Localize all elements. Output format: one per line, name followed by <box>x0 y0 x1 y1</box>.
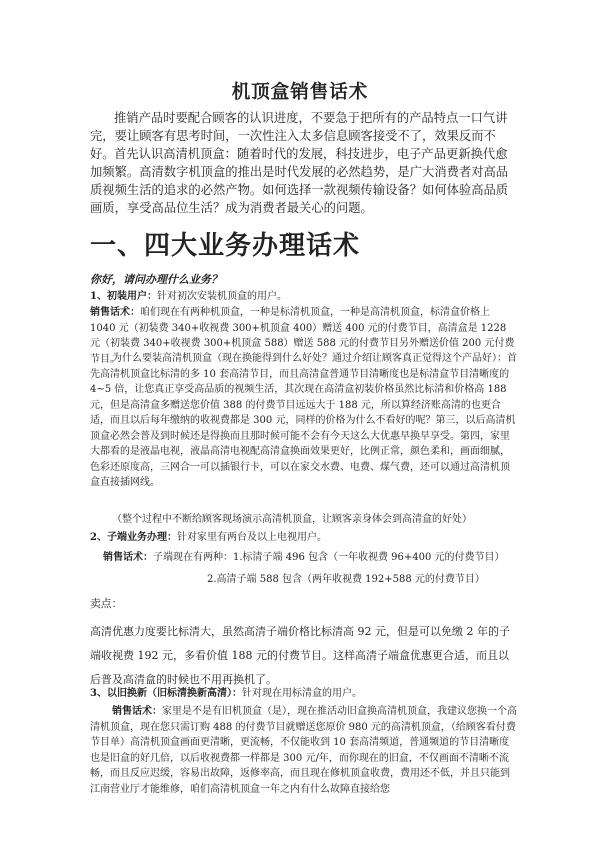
item2-script-line1 <box>103 550 518 566</box>
item1-label: 1、初装用户： <box>90 291 157 302</box>
item3-script <box>90 704 518 834</box>
item2-script-label: 销售话术： <box>103 552 153 563</box>
item1-demo-note: （整个过程中不断给顾客现场演示高清机顶盒，让顾客亲身体会到高清盒的好处） <box>112 514 472 525</box>
item3-desc: 针对现在用标清盒的用户。 <box>241 688 362 699</box>
item1-why-paragraph: 为什么要装高清机顶盒（现在换能得到什么好处？通过介绍让顾客真正觉得这个产品好）：首先高清机顶盒比标清的多 10 套高清节目，而且高清盒普通节目清晰度也是标清盒节目清晰度的 4~5 倍，让您真正享受高品质的视频生活，其次现在高清盒初装价格虽然比标清和价格高 188 元，但是高清盒多赠送您价值 388 的付费节目远远大于 188 元，所以算经济账高清的也更合适，而且以后每年缴纳的收视费都是 300 元，同样的价格为什么不看好的呢？第三，以后高清机顶盒必然会普及到时候还是得换而且那时候可能不会有今天这么大优惠早换早享受。第四，家里大都看的是液晶电视，液晶高清电视配高清盒换面效果更好，比例正常，颜色柔和，画面细腻，色彩还原度高，三网合一可以插银行卡，可以在家交水费、电费、煤气费，还可以通过高清机顶盒直接插网线。 <box>90 353 517 488</box>
item2-script-line2: 2.高清子端 588 包含（两年收视费 192+588 元的付费节目） <box>207 574 485 585</box>
item3-script-label: 销售话术： <box>112 706 162 717</box>
item2-script-text1: 子端现在有两种：1.标清子端 496 包含（一年收视费 96+400 元的付费节目） <box>153 552 505 563</box>
item1-script-text: 咱们现在有两种机顶盒，一种是标清机顶盒，一种是高清机顶盒，标清盒价格上 1040 元（初装费 340+收视费 300+机顶盒 400）赠送 400 元的付费节目，高清盒是 1228 元（初装费 340+收视费 300+机顶盒 588）赠送 588 元的付费节目另外赠送价值 200 元付费节目。 <box>90 307 515 365</box>
section-heading: 一、四大业务办理话术 <box>90 231 361 261</box>
item3-header <box>90 686 518 702</box>
item1-script-label: 销售话术： <box>90 307 140 318</box>
item2-selling-label: 卖点： <box>90 597 123 610</box>
intro-paragraph-1: 推销产品时要配合顾客的认识进度，不要急于把所有的产品特点一口气讲完，要让顾客有思考时间，一次性注入太多信息顾客接受不了，效果反而不好。 <box>90 111 508 161</box>
document-title: 机顶盒销售话术 <box>231 82 369 103</box>
item2-selling-text: 高清优惠力度要比标清大，虽然高清子端价格比标清高 92 元，但是可以免缴 2 年的子端收视费 192 元，多看价值 188 元的付费节目。这样高清子端盒优惠更合适，而且以后普及高清盒的时候也不用再换机了。 <box>90 625 510 686</box>
item1-desc: 针对初次安装机顶盒的用户。 <box>156 291 287 302</box>
intro-paragraph-2: 首先认识高清机顶盒：随着时代的发展，科技进步，电子产品更新换代愈加频繁。高清数字机顶盒的推出是时代发展的必然趋势，是广大消费者对高品质视频生活的追求的必然产物。如何选择一款视频传输设备？如何体验高品质画质，享受高品位生活？成为消费者最关心的问题。 <box>90 147 509 215</box>
item1-header <box>90 289 518 305</box>
item3-script-text: 家里是不是有旧机顶盒（是），现在推活动旧盒换高清机顶盒，我建议您换一个高清机顶盒，现在您只需订购 488 的付费节目就赠送您原价 980 元的高清机顶盒，（给顾客看付费节目单）高清机顶盒画面更清晰，更流畅，不仅能收到 10 套高清频道，普通频道的节目清晰度也是旧盒的好几倍，以后收视费都一样都是 300 元/年，而你现在的旧盒，不仅画面不清晰不流畅，而且反应迟缓，容易出故障，返修率高，而且现在修机顶盒收费，费用还不低，并且只能到江南营业厅才能维修，咱们高清机顶盒一年之内有什么故障直接给您 <box>90 706 517 795</box>
item2-desc: 针对家里有两台及以上电视用户。 <box>176 532 327 543</box>
item3-label: 3、以旧换新（旧标清换新高清）： <box>90 688 242 699</box>
greeting-question: 你好，请问办理什么业务？ <box>90 273 222 286</box>
item2-label: 2、子端业务办理： <box>90 532 177 543</box>
item2-header <box>90 530 518 546</box>
